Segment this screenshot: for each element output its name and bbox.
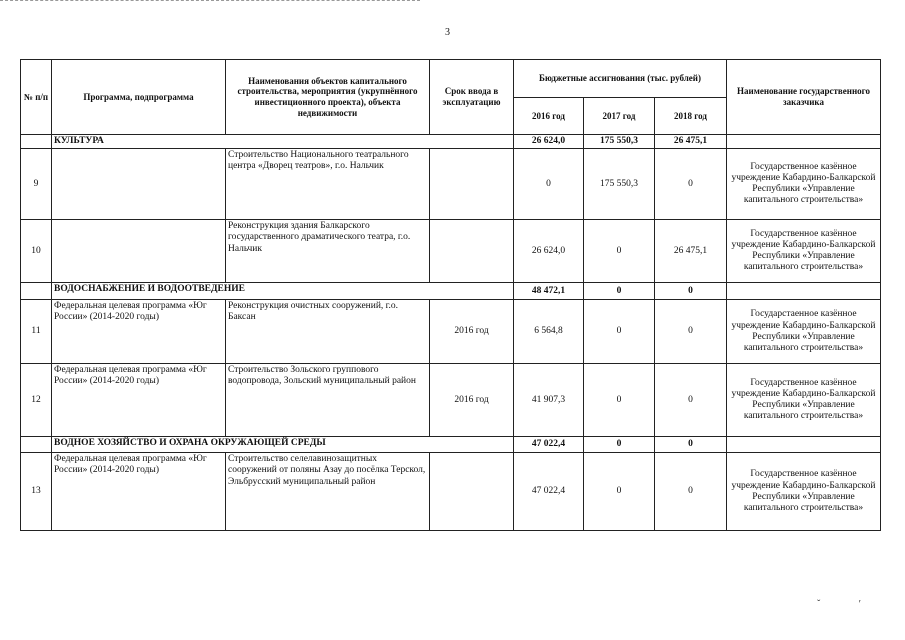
section-row: [21, 135, 881, 149]
section-2016: 48 472,1: [514, 283, 584, 300]
row-program: [52, 220, 226, 283]
row-num: 11: [21, 300, 52, 364]
scan-marks: ˇ ′: [816, 599, 879, 610]
header-program: Программа, подпрограмма: [52, 60, 226, 135]
row-num: 9: [21, 149, 52, 220]
section-row: [21, 437, 881, 453]
table-row: [21, 364, 881, 437]
header-budget: Бюджетные ассигнования (тыс. рублей): [514, 60, 727, 98]
table-header: [21, 60, 881, 135]
scan-edge-line: [0, 0, 420, 2]
row-customer: Государстаенное казённое учреждение Кабардино-Балкарской Республики «Управление капитального строительства»: [727, 300, 881, 364]
row-2016: 6 564,8: [514, 300, 584, 364]
row-program: Федеральная целевая программа «Юг России» (2014-2020 годы): [52, 364, 226, 437]
row-customer: Государственное казённое учреждение Кабардино-Балкарской Республики «Управление капитального строительства»: [727, 149, 881, 220]
section-2018: 0: [655, 437, 727, 453]
row-2018: 0: [655, 364, 727, 437]
row-2017: 0: [584, 364, 655, 437]
row-program: Федеральная целевая программа «Юг России» (2014-2020 годы): [52, 300, 226, 364]
row-2018: 0: [655, 300, 727, 364]
section-title: КУЛЬТУРА: [52, 135, 514, 149]
table-row: [21, 220, 881, 283]
row-term: 2016 год: [430, 364, 514, 437]
section-2016: 47 022,4: [514, 437, 584, 453]
header-object: Наименования объектов капитального строительства, мероприятия (укрупнённого инвестиционного проекта), объекта недвижимости: [226, 60, 430, 135]
row-term: [430, 453, 514, 531]
section-2018: 26 475,1: [655, 135, 727, 149]
section-2016: 26 624,0: [514, 135, 584, 149]
row-object: Строительство селелавинозащитных сооружений от поляны Азау до посёлка Терскол, Эльбрусский муниципальный район: [226, 453, 430, 531]
section-title: ВОДОСНАБЖЕНИЕ И ВОДООТВЕДЕНИЕ: [52, 283, 514, 300]
row-term: [430, 220, 514, 283]
row-customer: Государственное казённое учреждение Кабардино-Балкарской Республики «Управление капитального строительства»: [727, 220, 881, 283]
row-2016: 26 624,0: [514, 220, 584, 283]
row-2018: 0: [655, 453, 727, 531]
row-object: Строительство Зольского группового водопровода, Зольский муниципальный район: [226, 364, 430, 437]
budget-table: [20, 59, 881, 531]
row-program: Федеральная целевая программа «Юг России» (2014-2020 годы): [52, 453, 226, 531]
row-2016: 41 907,3: [514, 364, 584, 437]
row-num: 10: [21, 220, 52, 283]
row-term: 2016 год: [430, 300, 514, 364]
table-row: [21, 453, 881, 531]
row-object: Строительство Национального театрального центра «Дворец театров», г.о. Нальчик: [226, 149, 430, 220]
section-row: [21, 283, 881, 300]
row-2017: 175 550,3: [584, 149, 655, 220]
section-title: ВОДНОЕ ХОЗЯЙСТВО И ОХРАНА ОКРУЖАЮЩЕЙ СРЕДЫ: [52, 437, 514, 453]
row-term: [430, 149, 514, 220]
section-2017: 0: [584, 283, 655, 300]
page-number: 3: [445, 27, 450, 38]
row-num: 13: [21, 453, 52, 531]
row-2017: 0: [584, 220, 655, 283]
header-2017: 2017 год: [584, 98, 655, 135]
row-program: [52, 149, 226, 220]
row-object: Реконструкция очистных сооружений, г.о. Баксан: [226, 300, 430, 364]
row-2017: 0: [584, 453, 655, 531]
row-object: Реконструкция здания Балкарского государственного драматического театра, г.о. Нальчик: [226, 220, 430, 283]
row-2018: 0: [655, 149, 727, 220]
row-2016: 0: [514, 149, 584, 220]
section-2017: 0: [584, 437, 655, 453]
section-2018: 0: [655, 283, 727, 300]
table-row: [21, 149, 881, 220]
section-2017: 175 550,3: [584, 135, 655, 149]
row-customer: Государственное казённое учреждение Кабардино-Балкарской Республики «Управление капитального строительства»: [727, 364, 881, 437]
header-2018: 2018 год: [655, 98, 727, 135]
row-2016: 47 022,4: [514, 453, 584, 531]
row-2017: 0: [584, 300, 655, 364]
table-row: [21, 300, 881, 364]
header-num: № п/п: [21, 60, 52, 135]
header-2016: 2016 год: [514, 98, 584, 135]
row-num: 12: [21, 364, 52, 437]
header-term: Срок ввода в эксплуатацию: [430, 60, 514, 135]
header-customer: Наименование государственного заказчика: [727, 60, 881, 135]
row-2018: 26 475,1: [655, 220, 727, 283]
row-customer: Государственное казённое учреждение Кабардино-Балкарской Республики «Управление капитального строительства»: [727, 453, 881, 531]
